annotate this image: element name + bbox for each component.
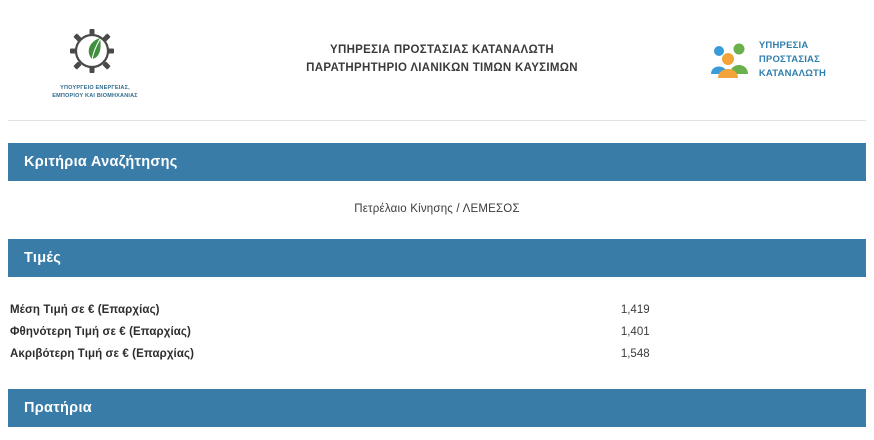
consumer-protection-logo <box>674 39 874 82</box>
right-logo-line-1: ΥΠΗΡΕΣΙΑ <box>758 39 809 51</box>
main-content <box>0 121 874 427</box>
section-header-prices[interactable]: Τιμές <box>8 239 866 277</box>
page-title-line-1: ΥΠΗΡΕΣΙΑ ΠΡΟΣΤΑΣΙΑΣ ΚΑΤΑΝΑΛΩΤΗ <box>330 44 554 57</box>
selection-summary: Πετρέλαιο Κίνησης / ΛΕΜΕΣΟΣ <box>354 203 520 215</box>
table-row <box>8 343 866 365</box>
table-row <box>8 299 866 321</box>
table-row <box>8 321 866 343</box>
spacer-before-stations <box>8 365 866 389</box>
ministry-line-2: ΕΜΠΟΡΙΟΥ ΚΑΙ ΒΙΟΜΗΧΑΝΙΑΣ <box>52 93 138 99</box>
prices-table <box>8 299 866 365</box>
section-header-stations[interactable]: Πρατήρια <box>8 389 866 427</box>
section-header-search-criteria[interactable]: Κριτήρια Αναζήτησης <box>8 143 866 181</box>
three-people-icon <box>708 40 752 80</box>
page-title <box>190 42 674 78</box>
spacer-top <box>8 121 866 143</box>
ministry-line-1: ΥΠΟΥΡΓΕΙΟ ΕΝΕΡΓΕΙΑΣ, <box>60 84 130 91</box>
page-title-line-2: ΠΑΡΑΤΗΡΗΤΗΡΙΟ ΛΙΑΝΙΚΩΝ ΤΙΜΩΝ ΚΑΥΣΙΜΩΝ <box>306 62 578 74</box>
ministry-logo-text <box>52 84 138 101</box>
price-label-cheapest: Φθηνότερη Τιμή σε € (Επαρχίας) <box>10 326 191 338</box>
price-label-most-expensive: Ακριβότερη Τιμή σε € (Επαρχίας) <box>10 348 195 360</box>
right-logo-line-3: ΚΑΤΑΝΑΛΩΤΗ <box>758 68 827 80</box>
right-logo-line-2: ΠΡΟΣΤΑΣΙΑΣ <box>758 53 821 65</box>
ministry-logo <box>0 20 190 101</box>
page-header <box>0 0 874 120</box>
gear-with-leaf-icon <box>66 26 124 78</box>
price-label-average: Μέση Τιμή σε € (Επαρχίας) <box>10 304 160 316</box>
price-value-average: 1,419 <box>620 304 650 316</box>
consumer-protection-logo-text <box>759 39 826 82</box>
price-value-cheapest: 1,401 <box>620 326 650 338</box>
price-value-most-expensive: 1,548 <box>620 348 650 360</box>
